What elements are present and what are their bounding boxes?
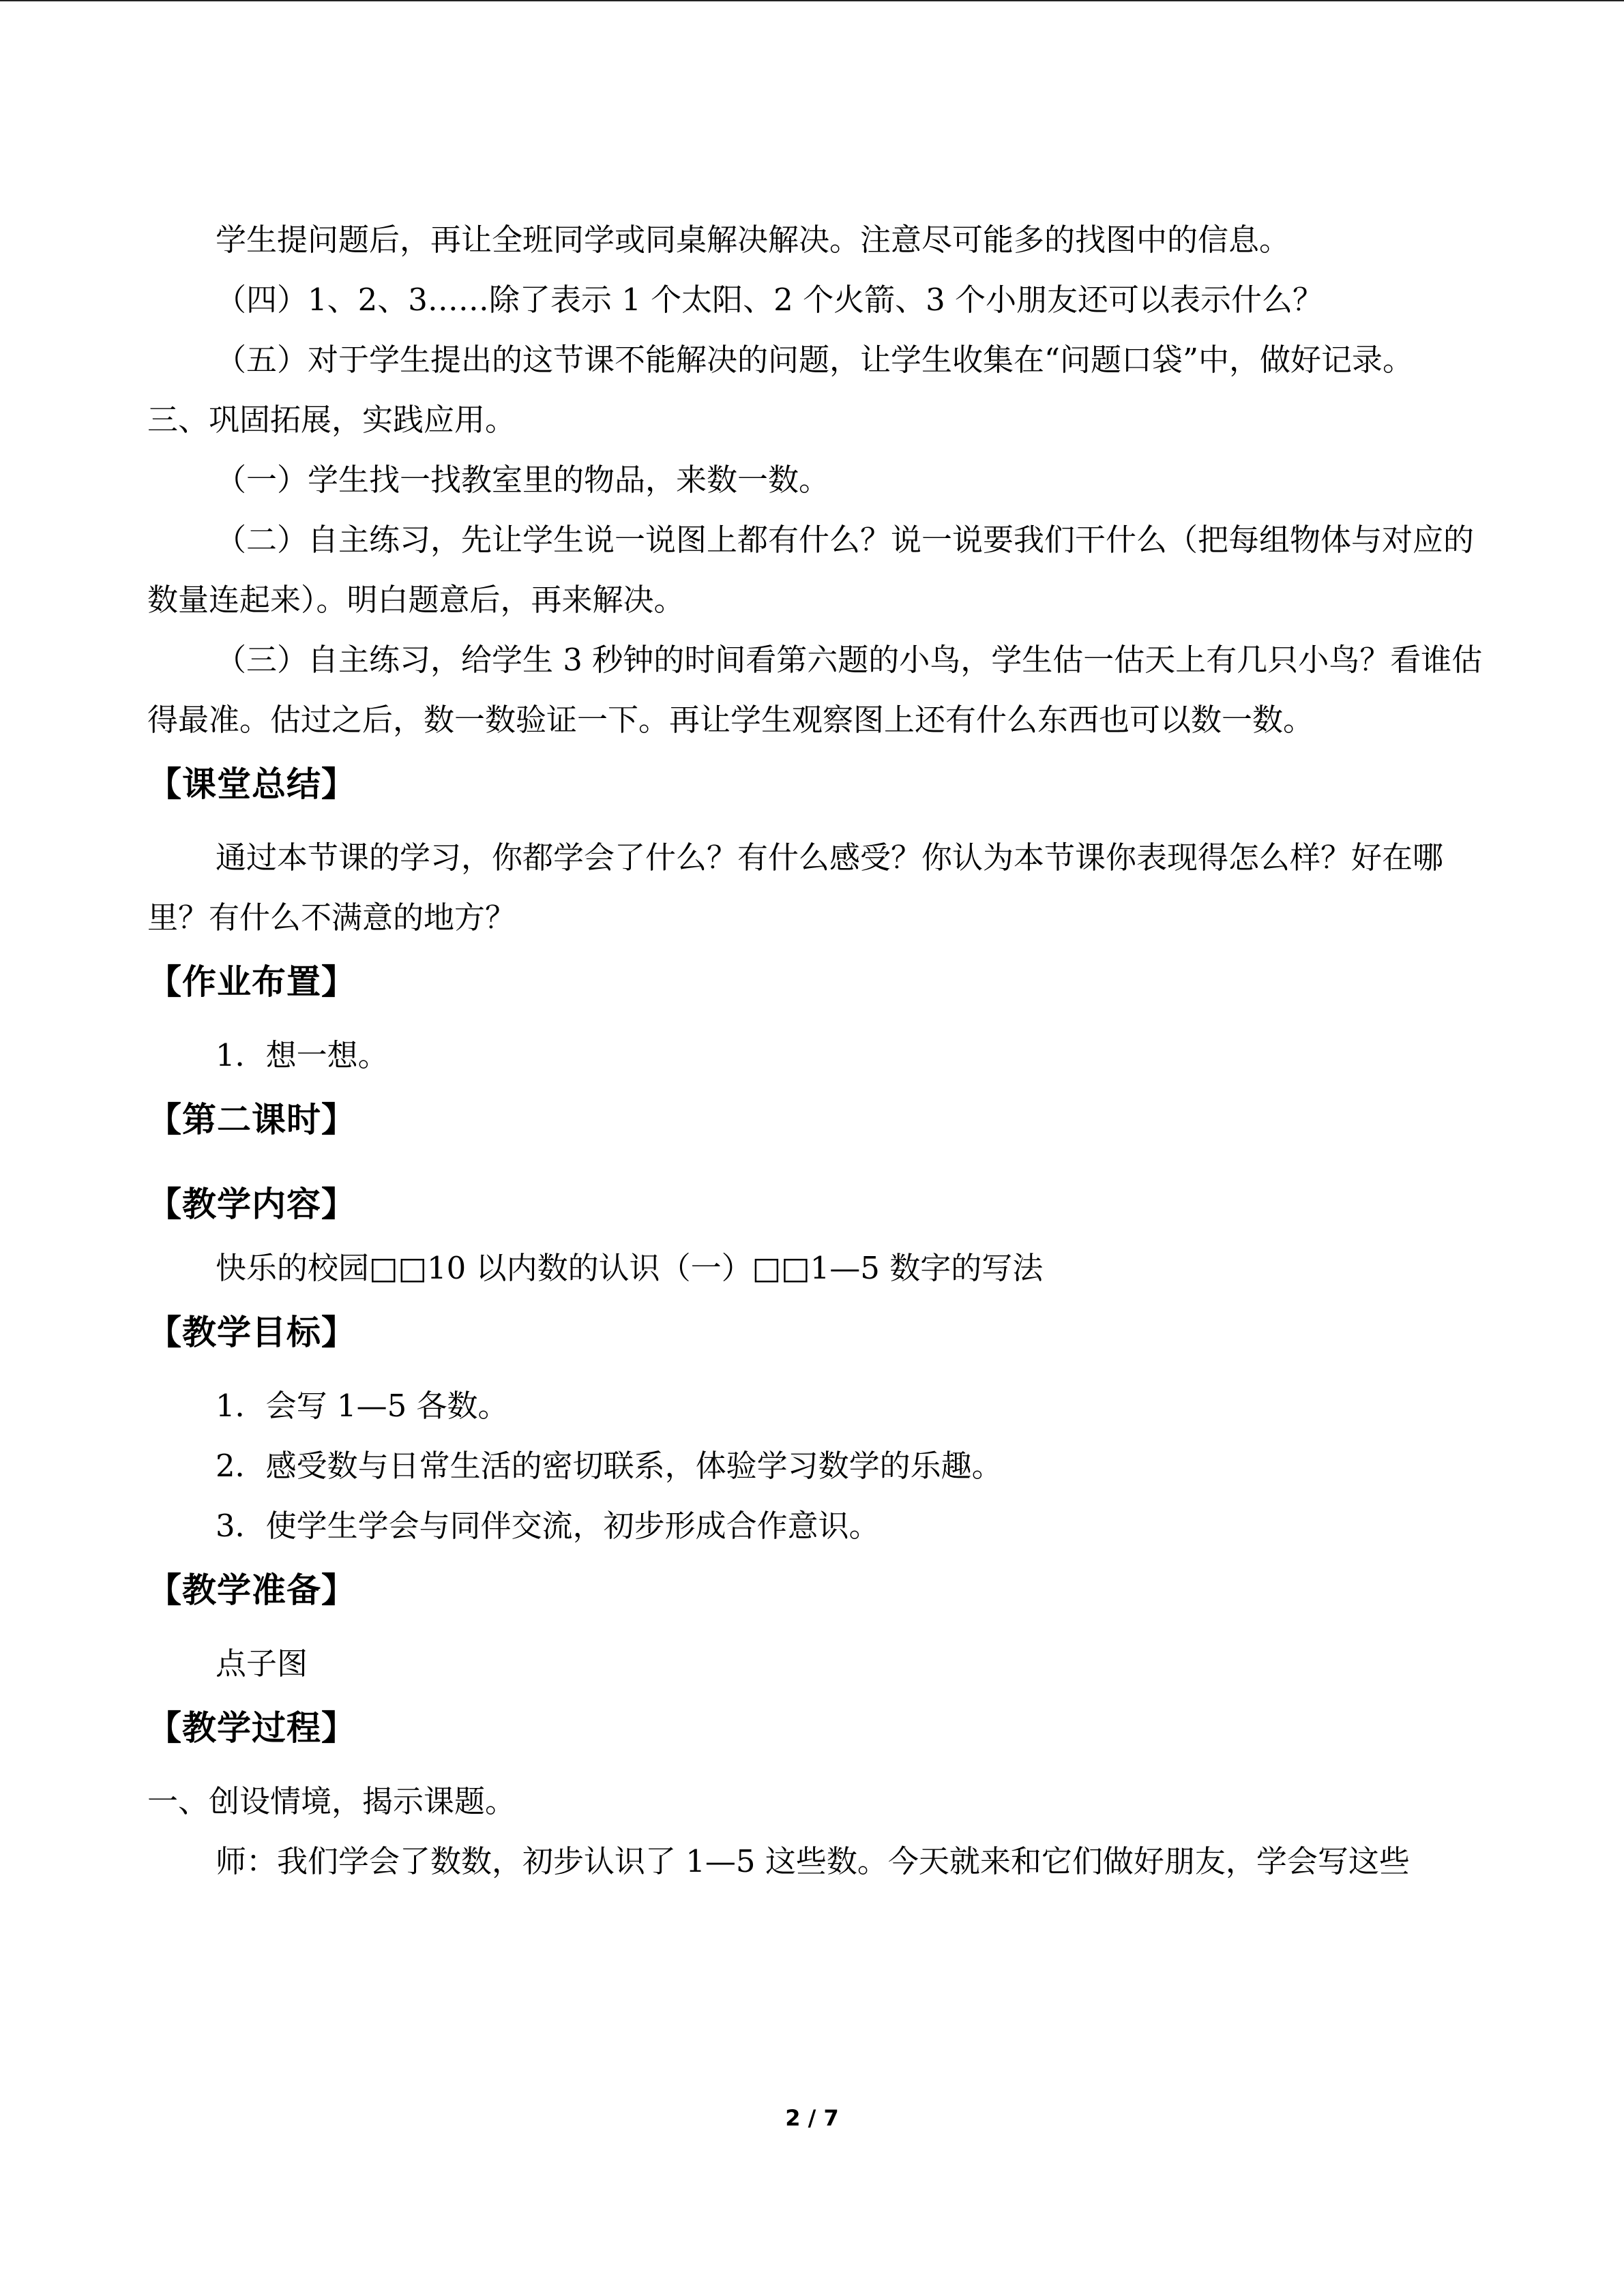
heading-class-summary: 【课堂总结】 bbox=[147, 764, 356, 804]
section-heading-text: 三、巩固拓展，实践应用。 bbox=[147, 402, 516, 438]
paragraph: （五）对于学生提出的这节课不能解决的问题，让学生收集在“问题口袋”中，做好记录。 bbox=[216, 342, 1414, 378]
paragraph: 师：我们学会了数数，初步认识了 1—5 这些数。今天就来和它们做好朋友，学会写这些 bbox=[216, 1843, 1410, 1879]
paragraph: （二）自主练习，先让学生说一说图上都有什么？说一说要我们干什么（把每组物体与对应的数量连起来）。明白题意后，再来解决。 bbox=[147, 522, 1475, 618]
paragraph: （一）学生找一找教室里的物品，来数一数。 bbox=[216, 462, 830, 498]
paragraph: 快乐的校园□□10 以内数的认识（一）□□1—5 数字的写法 bbox=[216, 1250, 1044, 1286]
list-item: 1．会写 1—5 各数。 bbox=[216, 1388, 509, 1424]
paragraph: 点子图 bbox=[216, 1645, 308, 1682]
page-number: 2 / 7 bbox=[785, 2105, 839, 2131]
list-item: 2．感受数与日常生活的密切联系，体验学习数学的乐趣。 bbox=[216, 1448, 1003, 1484]
paragraph: 学生提问题后，再让全班同学或同桌解决解决。注意尽可能多的找图中的信息。 bbox=[216, 222, 1290, 258]
section-heading-text: 一、创设情境，揭示课题。 bbox=[147, 1783, 516, 1819]
heading-teaching-preparation: 【教学准备】 bbox=[147, 1570, 356, 1610]
heading-teaching-content: 【教学内容】 bbox=[147, 1184, 356, 1224]
paragraph: （四）1、2、3……除了表示 1 个太阳、2 个火箭、3 个小朋友还可以表示什么？ bbox=[216, 282, 1324, 318]
list-item: 1．想一想。 bbox=[216, 1037, 389, 1073]
heading-second-lesson: 【第二课时】 bbox=[147, 1100, 356, 1139]
heading-teaching-goals: 【教学目标】 bbox=[147, 1313, 356, 1352]
paragraph: 通过本节课的学习，你都学会了什么？有什么感受？你认为本节课你表现得怎么样？好在哪里？有什么不满意的地方？ bbox=[147, 839, 1444, 936]
heading-homework: 【作业布置】 bbox=[147, 962, 356, 1002]
paragraph: （三）自主练习，给学生 3 秒钟的时间看第六题的小鸟，学生估一估天上有几只小鸟？看谁估得最准。估过之后，数一数验证一下。再让学生观察图上还有什么东西也可以数一数。 bbox=[147, 642, 1483, 738]
document-body bbox=[147, 210, 1484, 1892]
list-item: 3．使学生学会与同伴交流，初步形成合作意识。 bbox=[216, 1508, 880, 1544]
heading-teaching-process: 【教学过程】 bbox=[147, 1708, 356, 1748]
